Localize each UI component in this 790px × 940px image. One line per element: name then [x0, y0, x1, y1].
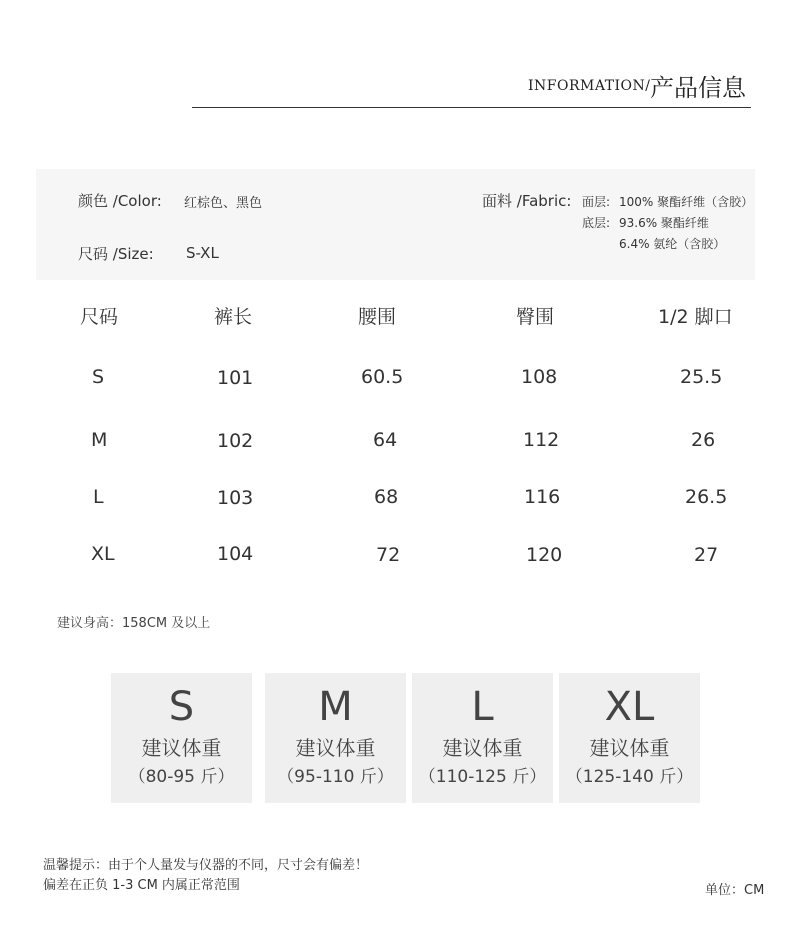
card-size: M	[318, 684, 353, 730]
fabric-label: 面料 /Fabric:	[482, 192, 572, 210]
table-cell: 103	[217, 487, 254, 509]
table-cell: 25.5	[680, 366, 723, 388]
product-info-panel	[36, 169, 755, 280]
recommended-height-note: 建议身高：158CM 及以上	[57, 616, 211, 631]
card-weight-label: 建议体重	[295, 736, 376, 760]
table-cell: L	[93, 486, 104, 508]
card-weight-range: （95-110 斤）	[277, 767, 394, 787]
table-cell: 112	[523, 429, 560, 451]
column-header: 尺码	[80, 306, 119, 328]
table-cell: 60.5	[361, 366, 404, 388]
card-weight-range: （110-125 斤）	[418, 767, 547, 787]
table-cell: 64	[373, 429, 398, 451]
unit-label: 单位：CM	[705, 883, 765, 898]
size-card-l	[412, 673, 553, 803]
table-cell: 104	[217, 543, 254, 565]
column-header: 1/2 脚口	[658, 306, 733, 328]
table-cell: XL	[91, 543, 115, 565]
table-cell: S	[92, 366, 105, 388]
fabric-line-label: 面层:	[582, 195, 611, 209]
table-cell: 68	[374, 486, 399, 508]
size-value: S-XL	[186, 244, 219, 262]
card-size: L	[471, 684, 494, 730]
table-cell: 26	[691, 429, 716, 451]
card-weight-label: 建议体重	[589, 736, 670, 760]
table-cell: 108	[521, 366, 558, 388]
table-cell: 101	[217, 367, 254, 389]
size-card-m	[265, 673, 406, 803]
column-header: 裤长	[214, 306, 253, 328]
table-cell: 26.5	[685, 486, 728, 508]
color-label: 颜色 /Color:	[78, 192, 162, 210]
size-card-s	[111, 673, 252, 803]
column-header: 腰围	[358, 306, 397, 328]
table-cell: 72	[376, 544, 401, 566]
table-cell: 116	[524, 486, 561, 508]
info-title-en: INFORMATION/	[528, 78, 651, 94]
table-cell: 102	[217, 430, 254, 452]
size-label: 尺码 /Size:	[78, 245, 154, 263]
table-cell: 27	[694, 544, 719, 566]
color-value: 红棕色、黑色	[184, 196, 263, 211]
fabric-line-value: 6.4% 氨纶（含胶）	[619, 237, 726, 251]
card-weight-label: 建议体重	[442, 736, 523, 760]
size-card-xl	[559, 673, 700, 803]
info-title-cn: 产品信息	[650, 74, 746, 102]
table-cell: M	[91, 429, 108, 451]
fabric-line-value: 93.6% 聚酯纤维	[619, 216, 709, 230]
header-divider	[192, 107, 751, 108]
card-weight-range: （80-95 斤）	[128, 767, 235, 787]
card-size: S	[168, 684, 195, 730]
table-cell: 120	[526, 544, 563, 566]
measurement-tip: 温馨提示：由于个人量发与仪器的不同，尺寸会有偏差！	[43, 858, 369, 873]
card-size: XL	[604, 684, 655, 730]
card-weight-label: 建议体重	[141, 736, 222, 760]
fabric-line-label: 底层:	[582, 216, 611, 230]
fabric-line-value: 100% 聚酯纤维（含胶）	[619, 195, 754, 209]
tolerance-note: 偏差在正负 1-3 CM 内属正常范围	[43, 878, 240, 893]
column-header: 臀围	[516, 306, 555, 328]
card-weight-range: （125-140 斤）	[565, 767, 694, 787]
